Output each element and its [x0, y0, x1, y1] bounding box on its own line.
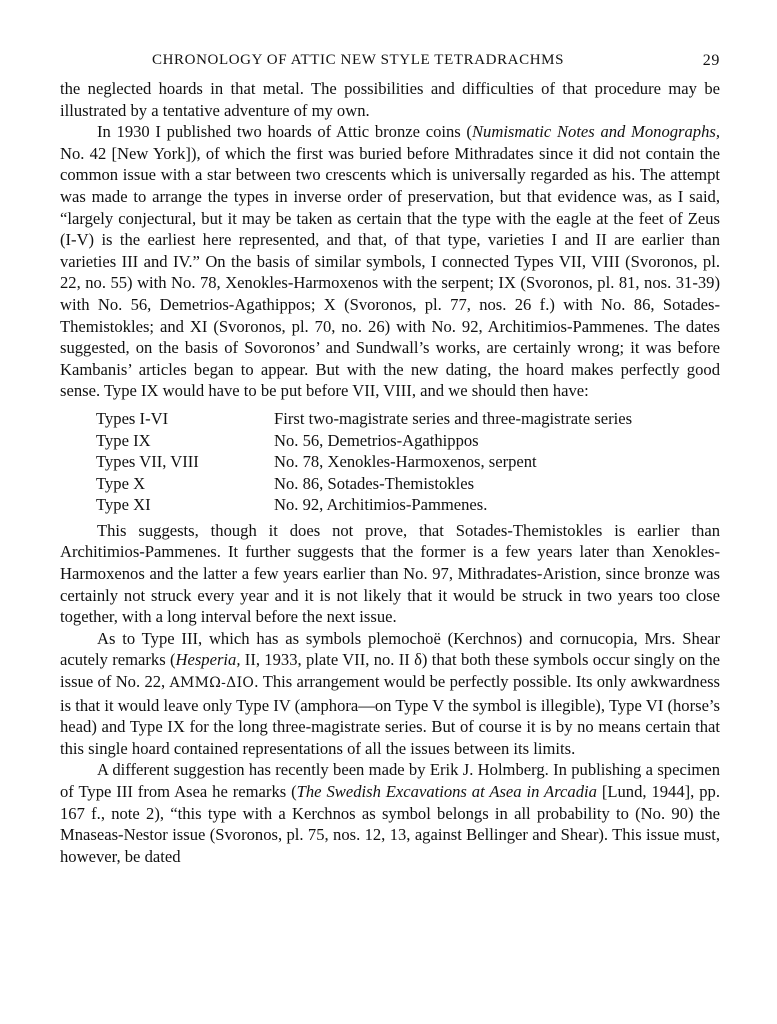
type-description: No. 92, Architimios-Pammenes.: [274, 495, 488, 515]
citation-hesperia: Hesperia,: [175, 650, 241, 670]
types-table-row: [96, 430, 632, 452]
types-table-row: [96, 408, 632, 430]
paragraph-5-text-a: A different suggestion has recently been made by Erik J. Holmberg. In publishing a specimen of Type III from Asea he remarks (: [60, 760, 720, 801]
paragraph-2-text-a: In 1930 I published two hoards of Attic bronze coins (: [97, 122, 472, 142]
citation-swedish-excavations: The Swedish Excavations at Asea in Arcadia: [296, 782, 597, 801]
type-description: No. 86, Sotades-Themistokles: [274, 473, 475, 493]
types-table-body: [96, 408, 632, 516]
type-label: Type IX: [96, 430, 151, 450]
type-label: Type X: [96, 473, 146, 493]
paragraph-5: [60, 759, 720, 867]
book-page: [60, 52, 720, 867]
type-label: Types I-VI: [96, 408, 169, 428]
paragraph-2: [60, 121, 720, 402]
type-description: No. 78, Xenokles-Harmoxenos, serpent: [274, 452, 537, 472]
page-number: 29: [702, 52, 720, 69]
paragraph-3: This suggests, though it does not prove, that Sotades-Themistokles is earlier than Architimios-Pammenes. It further suggests that the former is a few years later than Xenokles-Harmoxenos and the latter a few years earlier than No. 97, Mithradates-Aristion, since bronze was certainly not struck every year and it is not likely that it would be struck in two years too close together, with a long interval before the next issue.: [60, 520, 720, 627]
types-table: [96, 408, 632, 516]
type-description: No. 56, Demetrios-Agathippos: [274, 430, 479, 450]
type-label: Types VII, VIII: [96, 452, 199, 472]
types-table-row: [96, 473, 632, 495]
paragraph-5-text-b: [Lund, 1944], pp. 167 f., note 2), “this type with a Kerchnos as symbol belongs in all probability to (No. 90) the Mnaseas-Nestor issue (Svoronos, pl. 75, nos. 12, 13, against Bellinger and Shear). This issue must, however, be dated: [60, 782, 720, 866]
type-description: First two-magistrate series and three-magistrate series: [274, 408, 633, 428]
type-label: Type XI: [96, 495, 151, 515]
running-title: CHRONOLOGY OF ATTIC NEW STYLE TETRADRACHMS: [152, 52, 565, 68]
paragraph-4: [60, 628, 720, 760]
running-header: [60, 52, 720, 78]
paragraph-4-text-c: . This arrangement would be perfectly possible. Its only awkwardness is that it would leave only Type IV (amphora—on Type V the symbol is illegible), Type VI (horse’s head) and Type IX for the long three-magistrate series. But of course it is by no means certain that this single hoard contained representations of all the issues between its limits.: [60, 672, 720, 758]
citation-numismatic-notes: Numismatic Notes and Monographs,: [471, 122, 720, 142]
paragraph-2-text-b: No. 42 [New York]), of which the first was buried before Mithradates since it did not contain the common issue with a star between two crescents which is universally regarded as his. The attempt was made to arrange the types in inverse order of preservation, but that evidence was, as I said, “largely conjectural, but it may be taken as certain that the type with the eagle at the feet of Zeus (I-V) is the earliest here represented, and that, of that type, varieties I and II are earlier than varieties III and IV.” On the basis of similar symbols, I connected Types VII, VIII (Svoronos, pl. 22, no. 55) with No. 78, Xenokles-Harmoxenos with the serpent; IX (Svoronos, pl. 81, nos. 31-39) with No. 56, Demetrios-Agathippos; X (Svoronos, pl. 77, nos. 26 f.) with No. 86, Sotades-Themistokles; and XI (Svoronos, pl. 70, no. 26) with No. 92, Architimios-Pammenes. The dates suggested, on the basis of Sovoronos’ and Sundwall’s works, are certainly wrong; it was before Kambanis’ articles began to appear. But with the new dating, the hoard makes perfectly good sense. Type IX would have to be put before VII, VIII, and we should then have:: [60, 143, 720, 401]
body-text: [60, 78, 720, 867]
greek-inscription: ΑΜΜΩ-ΔΙΟ: [169, 675, 255, 692]
paragraph-1: the neglected hoards in that metal. The possibilities and difficulties of that procedure may be illustrated by a tentative adventure of my own.: [60, 79, 720, 120]
types-table-row: [96, 494, 632, 516]
paragraph-4-text-a: As to Type III, which has as symbols plemochoë (Kerchnos) and cornucopia, Mrs. Shear acutely remarks (: [60, 628, 720, 670]
paragraph-4-text-b: II, 1933, plate VII, no. II δ) that both these symbols occur singly on the issue of No. 22,: [60, 650, 720, 692]
types-table-row: [96, 451, 632, 473]
